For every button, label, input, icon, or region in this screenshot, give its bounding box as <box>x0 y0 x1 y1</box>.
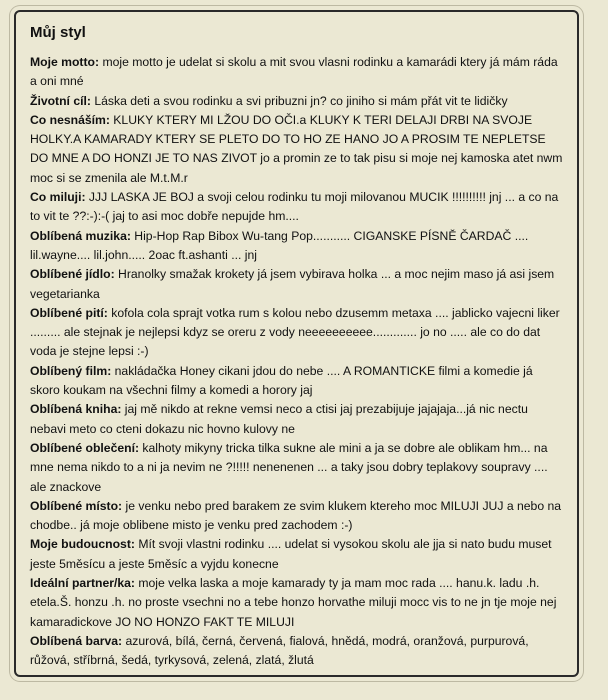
entry-label: Životní cíl: <box>30 93 91 108</box>
entry-favorite-film <box>30 362 565 401</box>
entry-ideal-partner <box>30 574 565 632</box>
entry-value: kalhoty mikyny tricka tilka sukne ale mini a ja se dobre ale oblikam hm... na mne nema nikdo to a ni ja nevim ne ?!!!!! nenenenen ... a taky jsou dobry teplakovy soupravy .... ale znackove <box>30 440 548 494</box>
entry-label: Moje motto: <box>30 55 100 69</box>
entry-label: Oblíbené pití: <box>30 305 108 320</box>
entry-label: Co miluji: <box>30 190 86 205</box>
entry-life-goal <box>30 92 565 111</box>
entry-label: Moje budoucnost: <box>30 537 135 552</box>
entry-value: KLUKY KTERY MI LŽOU DO OČI.a KLUKY K TERI DELAJI DRBI NA SVOJE HOLKY.A KAMARADY KTERY SE PLETO DO TO HO ZE HANO JO A PROSIM TE NEPLETSE DO MNE A DO HONZI JE TO NAS ZIVOT jo a promin ze to tak pisu si moje nej kamoska atet nwm moc si se zmenila ale M.t.M.r <box>30 112 563 185</box>
entry-value: kofola cola sprajt votka rum s kolou nebo dzusemm metaxa .... jablicko vajecni liker ......... ale stejnak je nejlepsi kdyz se oreru z vody neeeeeeeeee............. jo no ..... ale co do dat voda je stejne lepsi :-) <box>30 305 560 359</box>
entry-favorite-drink <box>30 304 565 362</box>
entry-hates <box>30 111 565 188</box>
entry-value: Láska deti a svou rodinku a svi pribuzni jn? co jiniho si mám přát vit te lidičky <box>90 93 508 108</box>
entry-value: Mít svoji vlastni rodinku .... udelat si vysokou skolu ale jja si nato budu muset jeste 5měsícu a jeste 5měsíc a vyjdu konecne <box>30 537 552 571</box>
entry-value: moje motto je udelat si skolu a mit svou vlasni rodinku a kamarádi ktery já mám ráda a oni mné <box>30 55 558 89</box>
entry-label: Oblíbené místo: <box>30 498 123 513</box>
entry-loves <box>30 188 565 227</box>
entry-list <box>30 53 565 671</box>
entry-value: JJJ LASKA JE BOJ a svoji celou rodinku tu moji milovanou MUCIK !!!!!!!!!! jnj ... a co na to vit te ??:-):-( jaj to asi moc dobře nepujde hm.... <box>30 190 559 224</box>
entry-future <box>30 535 565 574</box>
entry-favorite-book <box>30 400 565 439</box>
entry-favorite-place <box>30 497 565 536</box>
entry-favorite-clothes <box>30 439 565 497</box>
entry-favorite-color <box>30 632 565 671</box>
entry-favorite-food <box>30 265 565 304</box>
entry-label: Oblíbená kniha: <box>30 402 122 417</box>
panel-title: Můj styl <box>30 24 86 41</box>
entry-label: Oblíbená muzika: <box>30 228 131 243</box>
profile-style-panel <box>14 10 579 677</box>
entry-label: Oblíbené jídlo: <box>30 267 115 282</box>
entry-value: Hip-Hop Rap Bibox Wu-tang Pop........... CIGANSKE PÍSNĚ ČARDAČ .... lil.wayne.... lil.john..... 2oac ft.ashanti ... jnj <box>30 228 529 262</box>
entry-label: Oblíbené oblečení: <box>30 440 140 455</box>
entry-value: Hranolky smažak krokety já jsem vybirava holka ... a moc nejim maso já asi jsem vegetarianka <box>30 267 555 301</box>
entry-label: Co nesnáším: <box>30 112 110 127</box>
entry-favorite-music <box>30 227 565 266</box>
entry-label: Oblíbený film: <box>30 363 112 378</box>
entry-motto <box>30 53 565 92</box>
entry-value: nakládačka Honey cikani jdou do nebe .... A ROMANTICKE filmi a komedie já skoro koukam na všechni filmy a komedi a horory jaj <box>30 363 533 398</box>
entry-value: azurová, bílá, černá, červená, fialová, hnědá, modrá, oranžová, purpurová, růžová, stříbrná, šedá, tyrkysová, zelená, zlatá, žlutá <box>30 633 529 668</box>
entry-label: Ideální partner/ka: <box>30 576 135 591</box>
entry-value: jaj mě nikdo at rekne vemsi neco a ctisi jaj prezabijuje jajajaja...já nic nectu nebavi meto co cteni dokazu nic hovno kulovy ne <box>30 402 528 436</box>
entry-label: Oblíbená barva: <box>30 633 123 648</box>
entry-value: moje velka laska a moje kamarady ty ja mam moc rada .... hanu.k. ladu .h. etela.Š. honzu .h. no proste vsechni no a tebe honzo horvathe miluji mocc vis to ne jn tje moje nej kamaradickove JO NO HONZO FAKT TE MILUJI <box>30 576 557 629</box>
entry-value: je venku nebo pred barakem ze svim klukem ktereho moc MILUJI JUJ a nebo na chodbe.. já moje oblibene misto je venku pred zachodem :-) <box>30 498 562 533</box>
